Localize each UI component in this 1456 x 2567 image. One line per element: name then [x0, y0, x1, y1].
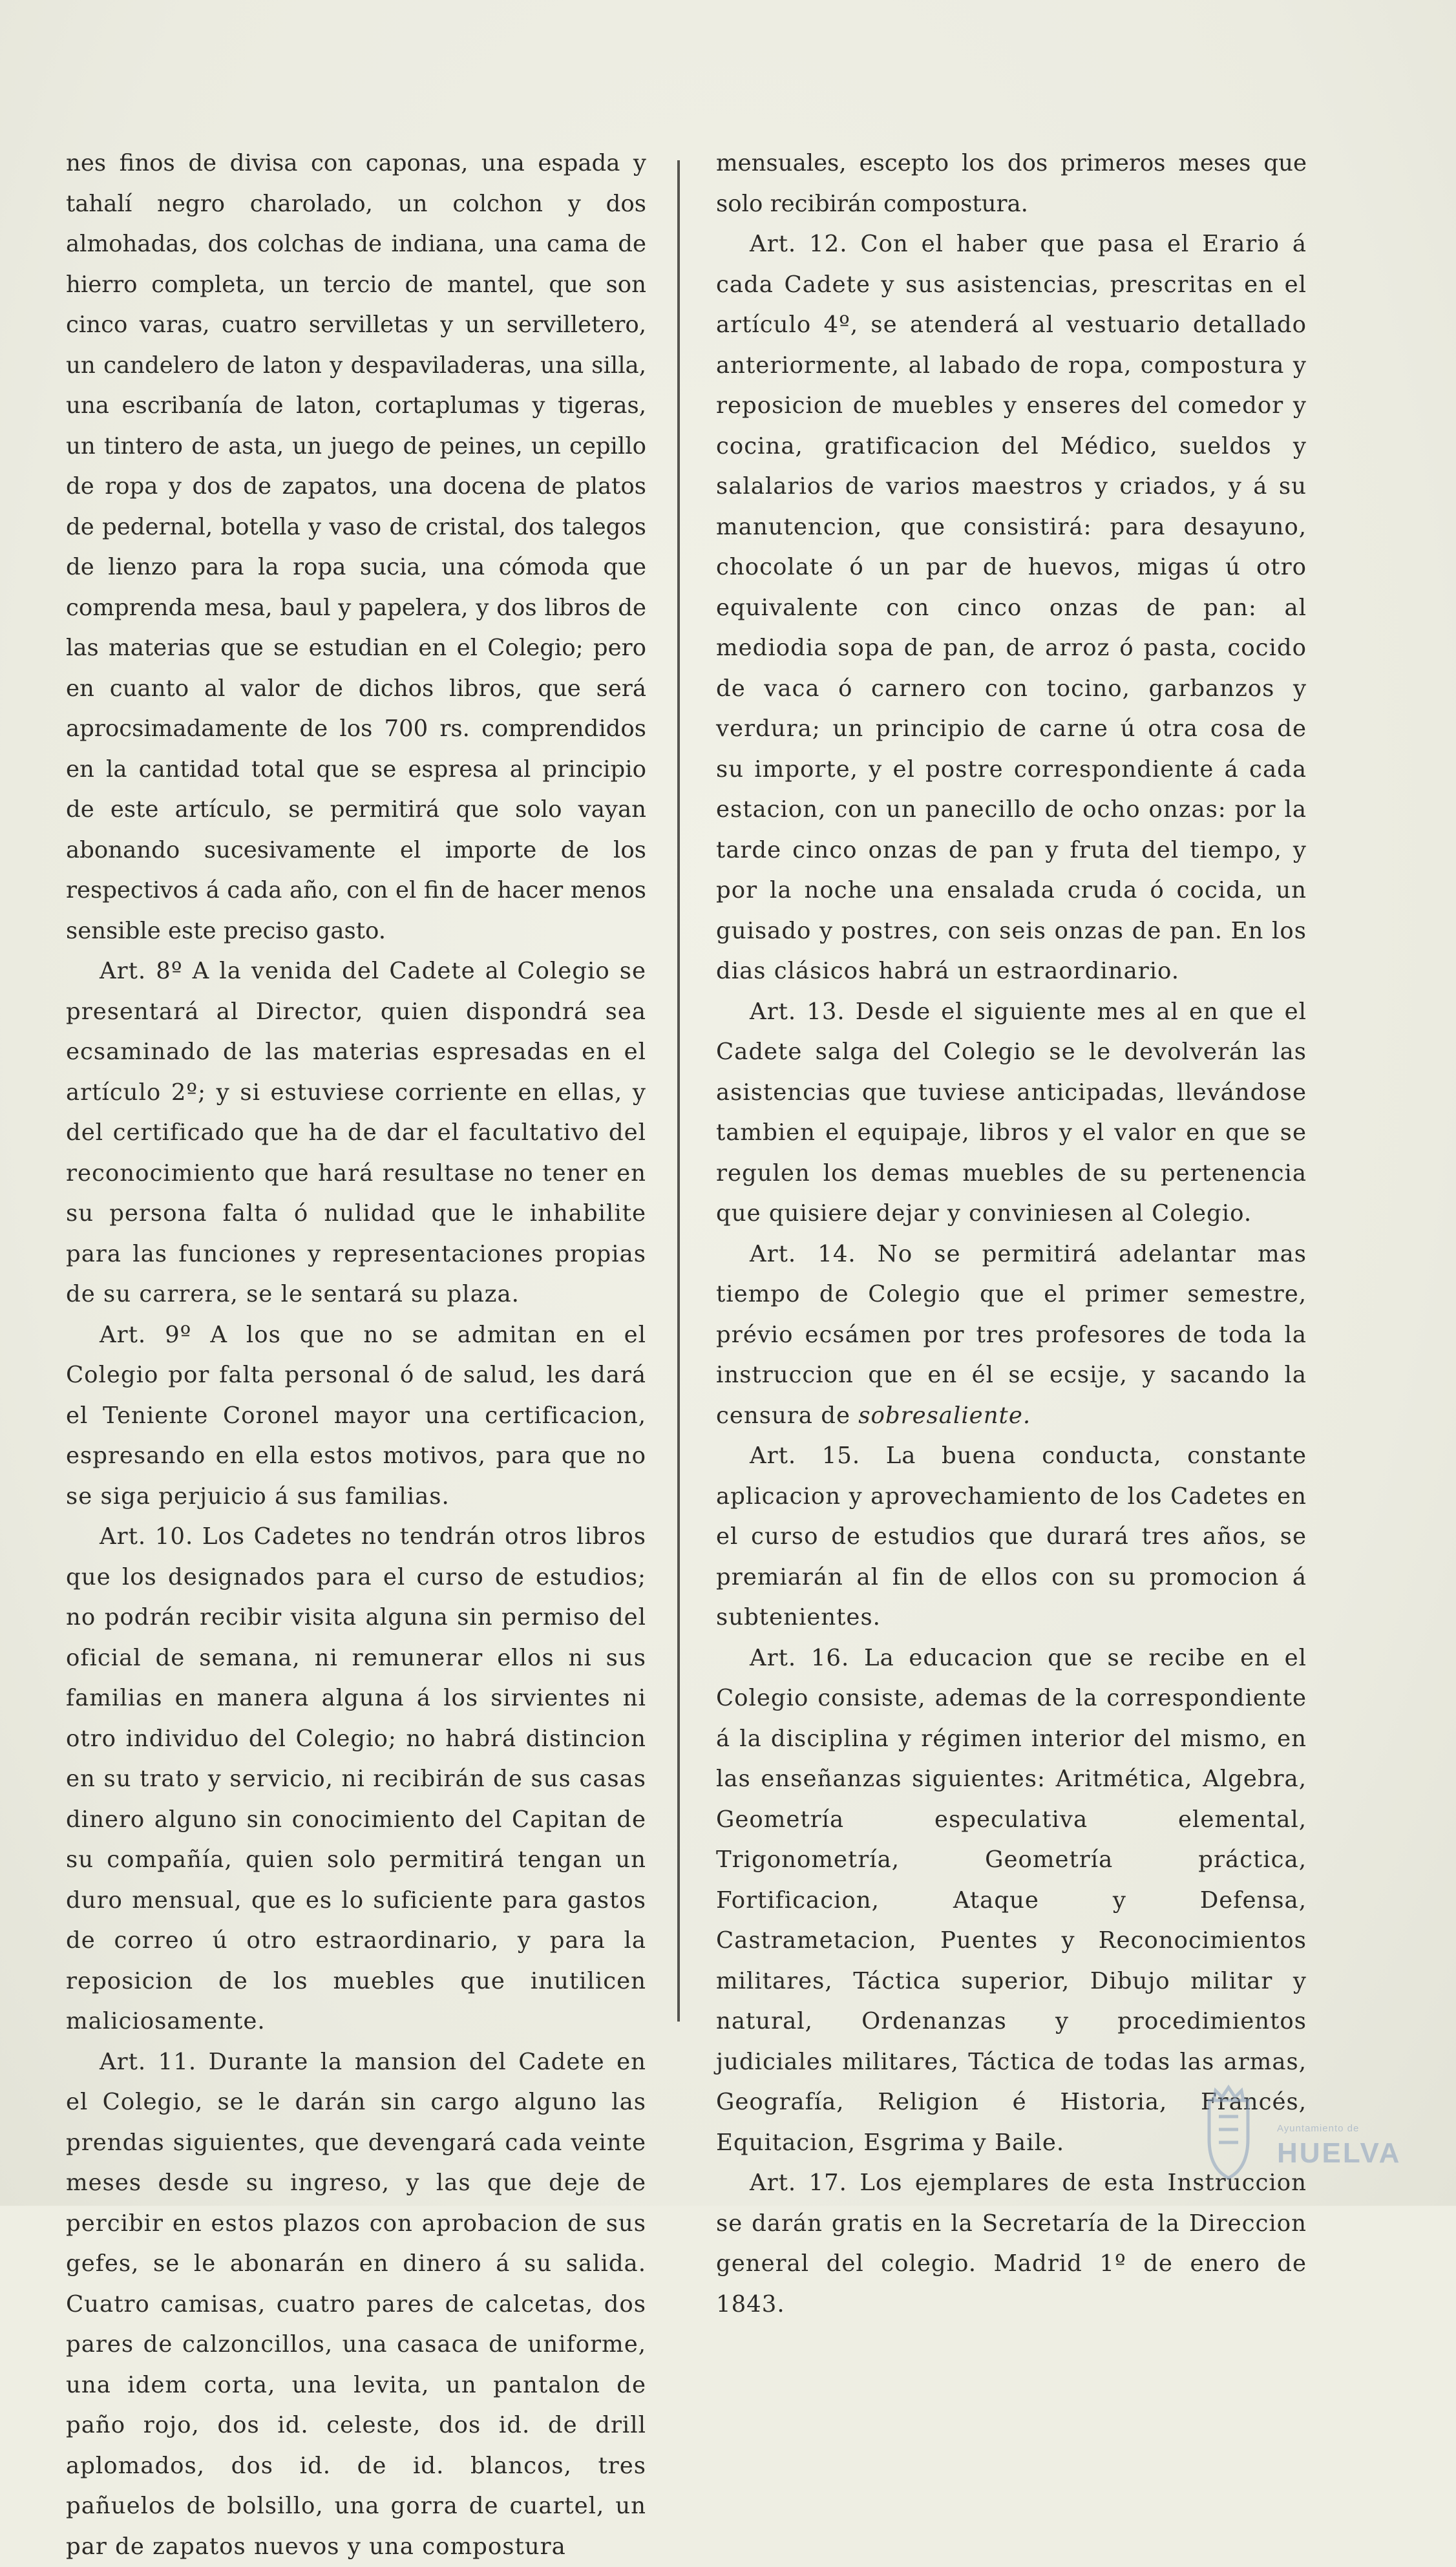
continued-paragraph: nes finos de divisa con caponas, una espada y tahalí negro charolado, un colchon y dos almohadas, dos colchas de indiana, una cama de hierro completa, un tercio de mantel, que son cinco varas, cuatro servilletas y un servilletero, un candelero de laton y despaviladeras, una silla, una escribanía de laton, cortaplumas y tigeras, un tintero de asta, un juego de peines, un cepillo de ropa y dos de zapatos, una docena de platos de pedernal, botella y vaso de cristal, dos talegos de lienzo para la ropa sucia, una cómoda que comprenda mesa, baul y papelera, y dos libros de las materias que se estudian en el Colegio; pero en cuanto al valor de dichos libros, que será aprocsimadamente de los 700 rs. comprendidos en la cantidad total que se espresa al principio de este artículo, se permitirá que solo vayan abonando sucesivamente el importe de los respectivos á cada año, con el fin de hacer menos sensible este preciso gasto. [66, 143, 646, 951]
article-8: Art. 8º A la venida del Cadete al Colegio se presentará al Director, quien dispondrá sea ecsaminado de las materias espresadas en el artículo 2º; y si estuviese corriente en ellas, y del certificado que ha de dar el facultativo del reconocimiento que hará resultase no tener en su persona falta ó nulidad que le inhabilite para las funciones y representaciones propias de su carrera, se le sentará su plaza. [66, 951, 646, 1315]
article-10: Art. 10. Los Cadetes no tendrán otros libros que los designados para el curso de estudios; no podrán recibir visita alguna sin permiso del oficial de semana, ni remunerar ellos ni sus familias en manera alguna á los sirvientes ni otro individuo del Colegio; no habrá distincion en su trato y servicio, ni recibirán de sus casas dinero alguno sin conocimiento del Capitan de su compañía, quien solo permitirá tengan un duro mensual, que es lo suficiente para gastos de correo ú otro estraordinario, y para la reposicion de los muebles que inutilicen maliciosamente. [66, 1517, 646, 2042]
column-divider [677, 160, 680, 2022]
article-12: Art. 12. Con el haber que pasa el Erario á cada Cadete y sus asistencias, prescritas en el artículo 4º, se atenderá al vestuario detallado anteriormente, al labado de ropa, compostura y reposicion de muebles y enseres del comedor y cocina, gratificacion del Médico, sueldos y salalarios de varios maestros y criados, y á su manutencion, que consistirá: para desayuno, chocolate ó un par de huevos, migas ú otro equivalente con cinco onzas de pan: al mediodia sopa de pan, de arroz ó pasta, cocido de vaca ó carnero con tocino, garbanzos y verdura; un principio de carne ú otra cosa de su importe, y el postre correspondiente á cada estacion, con un panecillo de ocho onzas: por la tarde cinco onzas de pan y fruta del tiempo, y por la noche una ensalada cruda ó cocida, un guisado y postres, con seis onzas de pan. En los dias clásicos habrá un estraordinario. [716, 224, 1307, 992]
article-14-italic: sobresaliente. [858, 1402, 1031, 1429]
continued-paragraph-right: mensuales, escepto los dos primeros meses que solo recibirán compostura. [716, 143, 1307, 224]
right-column [716, 143, 1307, 2325]
huelva-watermark [1187, 2078, 1419, 2188]
article-16: Art. 16. La educacion que se recibe en el Colegio consiste, ademas de la correspondiente á la disciplina y régimen interior del mismo, en las enseñanzas siguientes: Aritmética, Algebra, Geometría especulativa elemental, Trigonometría, Geometría práctica, Fortificacion, Ataque y Defensa, Castrametacion, Puentes y Reconocimientos militares, Táctica superior, Dibujo militar y natural, Ordenanzas y procedimientos judiciales militares, Táctica de todas las armas, Geografía, Religion é Historia, Francés, Equitacion, Esgrima y Baile. [716, 1638, 1307, 2164]
left-column [66, 143, 646, 2567]
article-9: Art. 9º A los que no se admitan en el Colegio por falta personal ó de salud, les dará el Teniente Coronel mayor una certificacion, espresando en ella estos motivos, para que no se siga perjuicio á sus familias. [66, 1315, 646, 1517]
article-14-text: Art. 14. No se permitirá adelantar mas tiempo de Colegio que el primer semestre, prévio ecsámen por tres profesores de toda la instruccion que en él se ecsije, y sacando la censura de [716, 1241, 1307, 1429]
article-15: Art. 15. La buena conducta, constante aplicacion y aprovechamiento de los Cadetes en el curso de estudios que durará tres años, se premiarán al fin de ellos con su promocion á subtenientes. [716, 1436, 1307, 1638]
article-11: Art. 11. Durante la mansion del Cadete en el Colegio, se le darán sin cargo alguno las prendas siguientes, que devengará cada veinte meses desde su ingreso, y las que deje de percibir en estos plazos con aprobacion de sus gefes, se le abonarán en dinero á su salida. Cuatro camisas, cuatro pares de calcetas, dos pares de calzoncillos, una casaca de uniforme, una idem corta, una levita, un pantalon de paño rojo, dos id. celeste, dos id. de drill aplomados, dos id. de id. blancos, tres pañuelos de bolsillo, una gorra de cuartel, un par de zapatos nuevos y una compostura [66, 2042, 646, 2567]
watermark-line1: Ayuntamiento de [1277, 2123, 1359, 2134]
coat-of-arms-icon [1187, 2078, 1271, 2188]
article-13: Art. 13. Desde el siguiente mes al en que el Cadete salga del Colegio se le devolverán las asistencias que tuviese anticipadas, llevándose tambien el equipaje, libros y el valor en que se regulen los demas muebles de su pertenencia que quisiere dejar y conviniesen al Colegio. [716, 992, 1307, 1234]
watermark-line2: HUELVA [1277, 2137, 1401, 2170]
article-17: Art. 17. Los ejemplares de esta Instruccion se darán gratis en la Secretaría de la Direccion general del colegio. Madrid 1º de enero de 1843. [716, 2163, 1307, 2325]
article-14 [716, 1234, 1307, 1437]
